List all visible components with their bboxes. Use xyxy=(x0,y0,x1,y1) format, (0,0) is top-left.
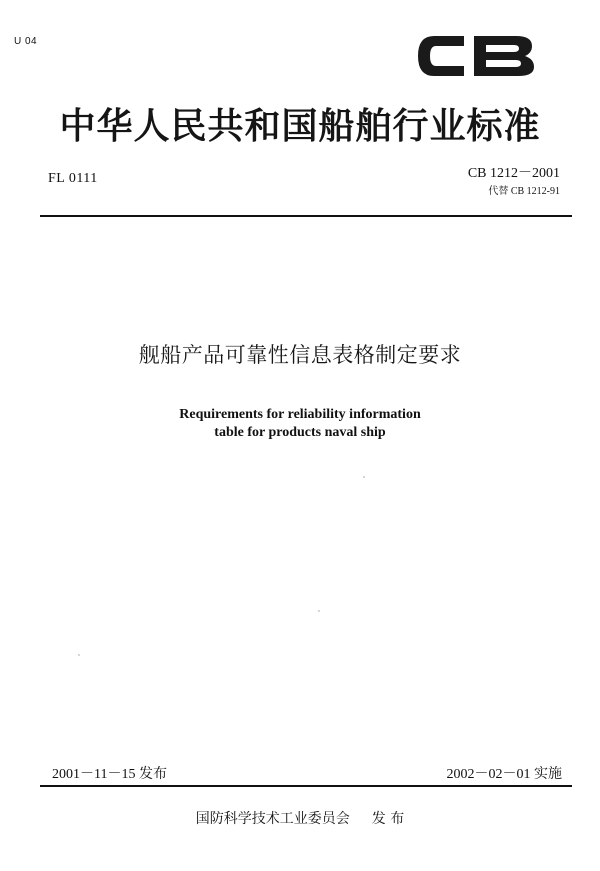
classification-code: FL 0111 xyxy=(48,171,98,186)
issue-date: 2001－11－15 发布 xyxy=(52,767,167,782)
document-title-en-line1: Requirements for reliability information xyxy=(179,407,421,422)
document-title-cn: 舰船产品可靠性信息表格制定要求 xyxy=(138,343,462,367)
publisher-line xyxy=(0,808,600,828)
publish-label: 发 布 xyxy=(371,811,405,827)
cb-logo xyxy=(412,30,540,82)
implementation-date: 2002－02－01 实施 xyxy=(446,767,562,782)
publisher-name: 国防科学技术工业委员会 xyxy=(195,811,350,827)
header-divider xyxy=(40,215,572,217)
footer-divider xyxy=(40,785,572,787)
header-title: 中华人民共和国船舶行业标准 xyxy=(59,106,541,147)
document-title-en-line2: table for products naval ship xyxy=(214,425,386,440)
ics-code: U 04 xyxy=(14,36,38,47)
scan-speck xyxy=(78,654,80,656)
replaces-standard: 代替 CB 1212-91 xyxy=(488,186,560,197)
scan-speck xyxy=(318,610,320,612)
scan-speck xyxy=(363,476,365,478)
standard-number: CB 1212－2001 xyxy=(467,166,560,181)
